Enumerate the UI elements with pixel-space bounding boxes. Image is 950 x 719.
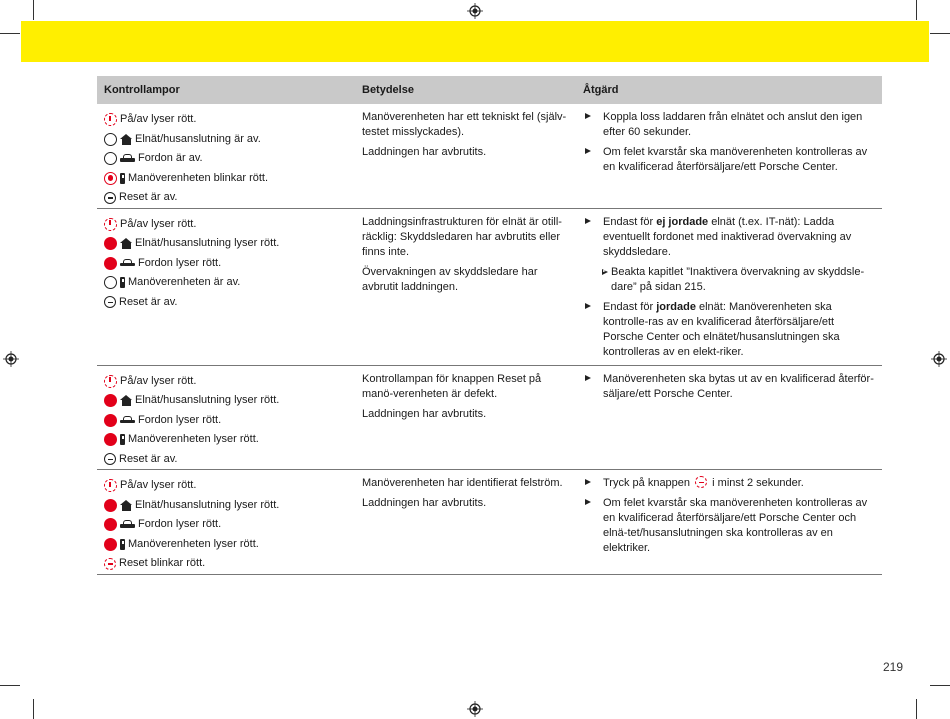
action-text: [603, 496, 876, 556]
action-text: [603, 215, 876, 260]
action-text: [603, 110, 876, 140]
indicator-cell: [97, 104, 355, 208]
house-icon: [120, 134, 132, 145]
action-cell: [576, 366, 882, 470]
lamp-red-icon: [104, 499, 117, 512]
indicator-cell: [97, 366, 355, 470]
control-unit-icon: [120, 539, 125, 550]
bullet-triangle-icon: [585, 375, 592, 382]
indicator-cell: [97, 209, 355, 365]
indicator-table: [97, 76, 882, 575]
bullet-triangle-icon: [585, 218, 592, 225]
header-kontrollampor: Kontrollampor: [104, 84, 180, 96]
indicator-text: Reset är av.: [119, 191, 178, 204]
lamp-off-icon: [104, 276, 117, 289]
indicator-line: [104, 554, 355, 574]
action-text-part: Beakta kapitlet ”Inaktivera övervakning av skyddsle-dare” på sidan 215.: [611, 265, 865, 293]
indicator-text: På/av lyser rött.: [120, 217, 197, 230]
meaning-text: Manöverenheten har identifierat felström.: [362, 477, 563, 489]
indicator-text: Elnät/husanslutning lyser rött.: [135, 394, 280, 407]
indicator-line: [104, 515, 355, 535]
bullet-triangle-icon: [585, 303, 592, 310]
indicator-text: Elnät/husanslutning är av.: [135, 132, 261, 145]
indicator-line: [104, 130, 355, 150]
crop-mark: [916, 699, 917, 719]
reset-blink-icon: [104, 558, 116, 570]
action-text-part: Manöverenheten ska bytas ut av en kvalificerad återför-säljare/ett Porsche Center.: [603, 372, 874, 400]
lamp-blink-red-icon: [104, 172, 117, 185]
indicator-line: [104, 149, 355, 169]
indicator-line: [104, 254, 355, 274]
indicator-line: [104, 372, 355, 392]
car-icon: [120, 520, 135, 529]
action-text-part: Om felet kvarstår ska manöverenheten kontrolleras av en kvalificerad återförsäljare/ett Porsche Center.: [603, 146, 868, 173]
reset-icon: [104, 453, 116, 465]
meaning-text: Laddningen har avbrutits.: [362, 407, 487, 420]
meaning-text: Laddningsinfrastrukturen för elnät är otill-räcklig: Skyddsledaren har avbrutits eller finns inte.: [362, 215, 562, 258]
registration-mark-icon: [467, 3, 483, 19]
action-cell: [576, 104, 882, 208]
lamp-red-icon: [104, 433, 117, 446]
indicator-line: [104, 273, 355, 293]
indicator-line: [104, 496, 355, 516]
lamp-off-icon: [104, 133, 117, 146]
indicator-text: Fordon är av.: [138, 152, 203, 165]
indicator-text: På/av lyser rött.: [120, 479, 197, 492]
crop-mark: [930, 685, 950, 686]
emphasis-text: jordade: [656, 300, 696, 313]
crop-mark: [33, 699, 34, 719]
indicator-line: [104, 535, 355, 555]
indicator-text: Reset blinkar rött.: [119, 557, 206, 570]
note-triangle-icon: [602, 269, 609, 276]
house-icon: [120, 500, 132, 511]
indicator-text: Manöverenheten blinkar rött.: [128, 171, 269, 184]
meaning-cell: [355, 209, 576, 365]
power-icon: [104, 113, 117, 126]
power-icon: [104, 218, 117, 231]
table-header: [97, 76, 882, 104]
indicator-text: Fordon lyser rött.: [138, 518, 222, 531]
action-text-part: Om felet kvarstår ska manöverenheten kontrolleras av en kvalificerad återförsäljare/ett Porsche Center och elnä-tet/husanslutningen ska kontrolleras av en elektriker.: [603, 497, 868, 554]
action-text-part: Tryck på knappen: [603, 477, 694, 489]
control-unit-icon: [120, 173, 125, 184]
note-item: [602, 265, 876, 295]
indicator-text: Manöverenheten lyser rött.: [128, 537, 259, 550]
indicator-text: Reset är av.: [119, 295, 178, 308]
action-text: [603, 145, 876, 175]
meaning-cell: [355, 104, 576, 208]
lamp-red-icon: [104, 257, 117, 270]
indicator-text: Elnät/husanslutning lyser rött.: [135, 498, 280, 511]
indicator-text: Reset är av.: [119, 452, 178, 465]
action-text-part: elnät: Manöverenheten ska kontrolle-ras av en kvalificerad återförsäljare/ett Porsche Center och elnätet/husanslutningen ska kontrolleras av en elekt-riker.: [603, 300, 840, 358]
house-icon: [120, 238, 132, 249]
bullet-triangle-icon: [585, 148, 592, 155]
indicator-line: [104, 293, 355, 313]
action-item: [583, 372, 876, 402]
action-item: [583, 145, 876, 175]
car-icon: [120, 416, 135, 425]
crop-mark: [916, 0, 917, 20]
lamp-off-icon: [104, 152, 117, 165]
action-text-part: Endast för: [603, 300, 657, 313]
action-item: [583, 496, 876, 556]
indicator-cell: [97, 470, 355, 574]
table-row: [97, 104, 882, 209]
meaning-text: Kontrollampan för knappen Reset på manö-verenheten är defekt.: [362, 372, 542, 400]
action-item: [583, 476, 876, 491]
bullet-triangle-icon: [585, 113, 592, 120]
crop-mark: [930, 33, 950, 34]
registration-mark-icon: [467, 701, 483, 717]
indicator-text: Fordon lyser rött.: [138, 256, 222, 269]
lamp-red-icon: [104, 538, 117, 551]
action-text-part: elnät (t.ex. IT-nät): Ladda eventuellt fordonet med inaktiverad övervakning av skyddsledare.: [603, 215, 852, 258]
page-number: 219: [883, 660, 904, 674]
action-item: [583, 215, 876, 260]
reset-blink-icon: [695, 476, 707, 488]
header-betydelse: Betydelse: [362, 84, 414, 96]
meaning-text: Manöverenheten har ett tekniskt fel (själv-testet misslyckades).: [362, 111, 567, 138]
action-cell: [576, 209, 882, 365]
action-text: [603, 372, 876, 402]
indicator-text: Manöverenheten är av.: [128, 276, 241, 289]
indicator-line: [104, 188, 355, 208]
meaning-cell: [355, 366, 576, 470]
house-icon: [120, 395, 132, 406]
control-unit-icon: [120, 277, 125, 288]
car-icon: [120, 259, 135, 268]
meaning-text: Laddningen har avbrutits.: [362, 146, 487, 158]
indicator-line: [104, 391, 355, 411]
lamp-red-icon: [104, 414, 117, 427]
action-text-part: i minst 2 sekunder.: [709, 477, 804, 489]
power-icon: [104, 479, 117, 492]
indicator-line: [104, 430, 355, 450]
action-cell: [576, 470, 882, 574]
indicator-line: [104, 110, 355, 130]
registration-mark-icon: [3, 351, 19, 367]
table-row: [97, 470, 882, 575]
indicator-line: [104, 450, 355, 470]
table-row: [97, 209, 882, 366]
indicator-text: Fordon lyser rött.: [138, 413, 222, 426]
emphasis-text: ej jordade: [656, 215, 709, 228]
registration-mark-icon: [931, 351, 947, 367]
indicator-text: På/av lyser rött.: [120, 113, 197, 126]
action-item: [583, 300, 876, 360]
car-icon: [120, 154, 135, 163]
header-atgard: Åtgärd: [583, 84, 619, 96]
indicator-line: [104, 215, 355, 235]
action-item: [583, 110, 876, 140]
action-text-part: Koppla loss laddaren från elnätet och anslut den igen efter 60 sekunder.: [603, 111, 863, 138]
power-icon: [104, 375, 117, 388]
crop-mark: [33, 0, 34, 20]
indicator-line: [104, 476, 355, 496]
meaning-cell: [355, 470, 576, 574]
crop-mark: [0, 685, 20, 686]
meaning-text: Övervakningen av skyddsledare har avbrutit laddningen.: [362, 265, 538, 293]
action-text: [603, 300, 876, 360]
action-text: [603, 476, 804, 491]
header-banner: [21, 21, 929, 62]
table-body: [97, 104, 882, 575]
action-text-part: Endast för: [603, 215, 657, 228]
indicator-text: På/av lyser rött.: [120, 374, 197, 387]
indicator-text: Elnät/husanslutning lyser rött.: [135, 237, 280, 250]
crop-mark: [0, 33, 20, 34]
bullet-triangle-icon: [585, 499, 592, 506]
indicator-text: Manöverenheten lyser rött.: [128, 433, 259, 446]
indicator-line: [104, 169, 355, 189]
bullet-triangle-icon: [585, 479, 592, 486]
lamp-red-icon: [104, 237, 117, 250]
reset-icon: [104, 192, 116, 204]
control-unit-icon: [120, 434, 125, 445]
indicator-line: [104, 234, 355, 254]
lamp-red-icon: [104, 518, 117, 531]
lamp-red-icon: [104, 394, 117, 407]
reset-icon: [104, 296, 116, 308]
indicator-line: [104, 411, 355, 431]
meaning-text: Laddningen har avbrutits.: [362, 497, 487, 509]
action-text: [611, 265, 876, 295]
table-row: [97, 366, 882, 471]
